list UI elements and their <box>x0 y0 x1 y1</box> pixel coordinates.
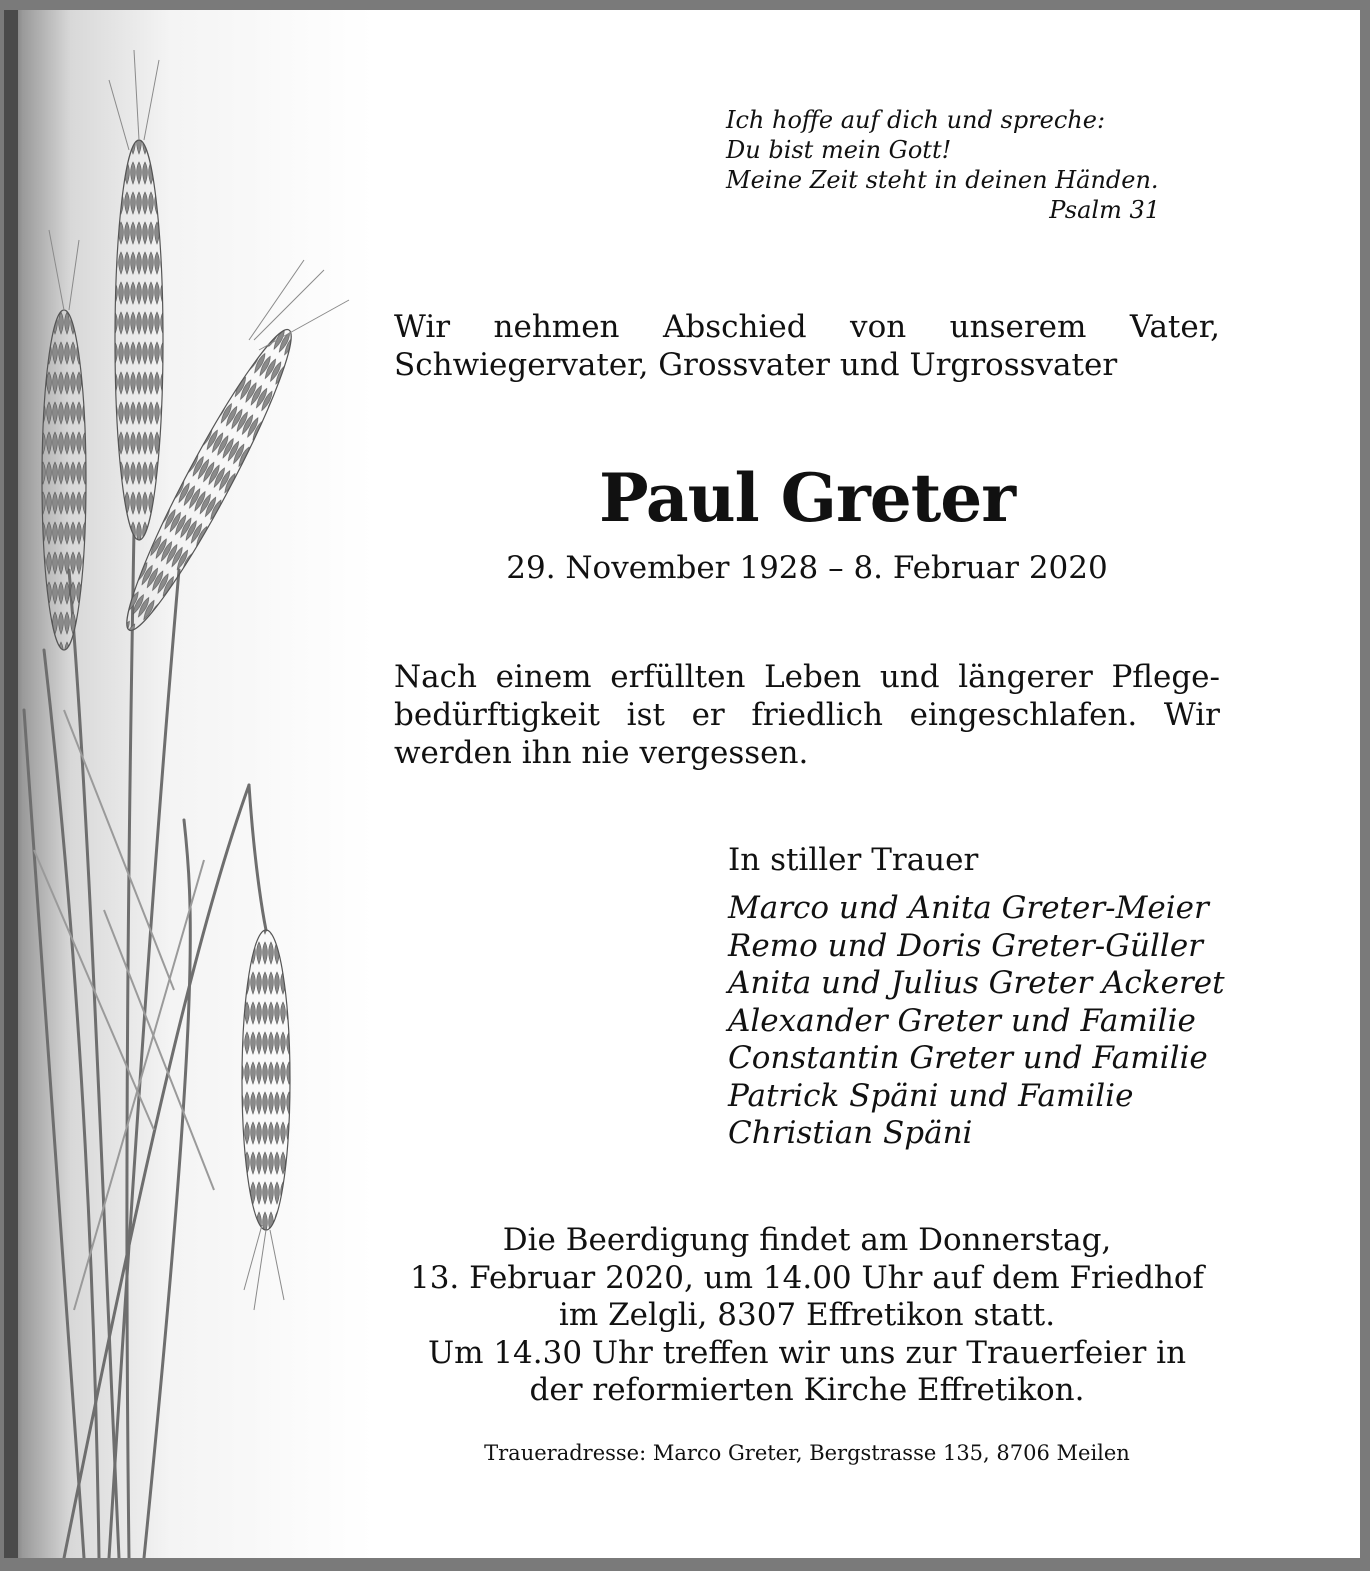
mourner-name: Remo und Doris Greter-Güller <box>728 927 1203 964</box>
psalm-line: Meine Zeit steht in deinen Händen. <box>726 166 1159 194</box>
psalm-line: Du bist mein Gott! <box>726 136 952 164</box>
tribute-text: Nach einem erfüllten Leben und längerer Pflege-bedürftigkeit ist er friedlich eingeschlafen. Wir werden ihn nie vergessen. <box>394 659 1220 771</box>
wheat-illustration <box>4 10 374 1558</box>
intro-text: Wir nehmen Abschied von unserem Vater, Schwiegervater, Grossvater und Urgrossvater <box>394 309 1220 383</box>
deceased-name: Paul Greter <box>598 459 1016 537</box>
funeral-line: im Zelgli, 8307 Effretikon statt. <box>558 1297 1056 1333</box>
funeral-details <box>384 1222 1230 1410</box>
mourner-name: Constantin Greter und Familie <box>728 1040 1208 1076</box>
mourners-heading: In stiller Trauer <box>728 842 979 878</box>
mourner-name: Anita und Julius Greter Ackeret <box>728 965 1225 1001</box>
mourner-name: Marco und Anita Greter-Meier <box>728 890 1209 926</box>
funeral-line: 13. Februar 2020, um 14.00 Uhr auf dem Friedhof <box>409 1259 1205 1296</box>
psalm-reference: Psalm 31 <box>1049 196 1160 224</box>
psalm-line: Ich hoffe auf dich und spreche: <box>726 106 1106 134</box>
funeral-line: der reformierten Kirche Effretikon. <box>529 1372 1085 1408</box>
mourners-list <box>728 890 1248 1153</box>
mourner-name: Christian Späni <box>728 1115 973 1151</box>
mourning-address: Traueradresse: Marco Greter, Bergstrasse 135, 8706 Meilen <box>484 1441 1130 1465</box>
psalm-quote <box>726 105 1166 225</box>
mourner-name: Alexander Greter und Familie <box>728 1002 1196 1039</box>
life-dates: 29. November 1928 – 8. Februar 2020 <box>506 550 1108 586</box>
funeral-line: Die Beerdigung findet am Donnerstag, <box>502 1222 1112 1258</box>
mourner-name: Patrick Späni und Familie <box>728 1077 1134 1114</box>
funeral-line: Um 14.30 Uhr treffen wir uns zur Trauerfeier in <box>427 1334 1187 1371</box>
obituary-page <box>4 10 1360 1558</box>
